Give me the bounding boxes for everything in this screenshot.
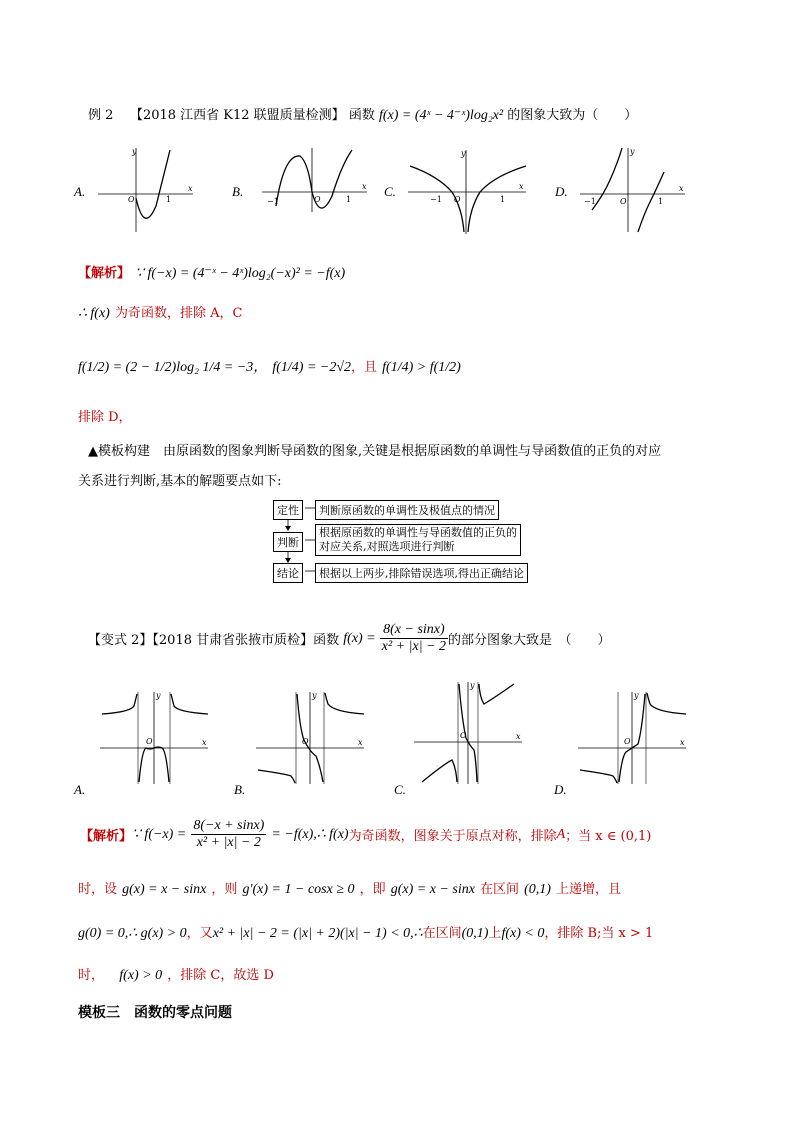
- graph-c-one: 1: [500, 195, 506, 204]
- graph2-b-x: x: [358, 738, 363, 747]
- solution2-l2-a: 时，设: [78, 882, 118, 897]
- graph-d-neg-one: −1: [584, 197, 596, 206]
- section-title: 模板三 函数的零点问题: [78, 1005, 232, 1021]
- graph-a-o: O: [128, 195, 135, 204]
- solution1-math3a: f(1/2) = (2 − 1/2)log₂ 1/4 = −3，: [78, 360, 268, 375]
- graph2-d-y: y: [634, 691, 639, 700]
- solution2-l1-lhs: ∵ f(−x) =: [132, 827, 187, 842]
- solution1-line2: [78, 302, 242, 322]
- solution2-l2-c: ，则: [211, 882, 238, 897]
- example2-heading: [88, 104, 637, 124]
- flow-step-3-desc: 根据以上两步,排除错误选项,得出正确结论: [315, 563, 528, 583]
- graph-c: [408, 146, 528, 236]
- graph2-c-x: x: [516, 732, 521, 741]
- graph2-a-y: y: [156, 691, 161, 700]
- variant-text-before: 函数: [313, 633, 340, 648]
- graph-d-x: x: [679, 184, 684, 193]
- graph-a-one: 1: [166, 195, 172, 204]
- graph-a-y: y: [132, 147, 137, 156]
- graph-a: [98, 144, 198, 232]
- option2-c-label: C.: [394, 782, 406, 797]
- graph-d-one: 1: [658, 197, 664, 206]
- option2-b-label: B.: [234, 782, 246, 797]
- solution2-l3-b: ，又: [186, 926, 213, 941]
- graph2-d-o: O: [624, 737, 631, 746]
- solution2-line3: [78, 922, 653, 942]
- variant2-heading: [88, 622, 611, 655]
- example-source: 【2018 江西省 K12 联盟质量检测】: [129, 108, 345, 123]
- variant-formula-den: x² + |x| − 2: [381, 639, 447, 654]
- solution1-line4: 排除 D，: [78, 410, 132, 425]
- flow-step-3-name: 结论: [273, 563, 303, 583]
- solution2-l3-e: (0,1): [461, 926, 489, 941]
- variant-formula-frac: [380, 622, 448, 655]
- graph-b-x: x: [362, 182, 367, 191]
- graph-c-x: x: [519, 182, 524, 191]
- solution2-l2-e: ，即: [359, 882, 386, 897]
- graph-c-o: O: [454, 195, 461, 204]
- solution2-l1-num: 8(−x + sinx): [193, 818, 265, 833]
- solution2-tag: 【解析】: [80, 829, 133, 844]
- flow-step-1-desc: 判断原函数的单调性及极值点的情况: [315, 500, 499, 520]
- graph-d-y: y: [630, 147, 635, 156]
- graph-b: [262, 144, 372, 214]
- example-text-before: 函数: [348, 108, 375, 123]
- solution2-l3-d: 在区间: [422, 926, 462, 941]
- graph-a-x: x: [188, 184, 193, 193]
- template-para1: ▲模板构建 由原函数的图象判断导函数的图象,关键是根据原函数的单调性与导函数值的正负的对应: [88, 444, 662, 459]
- graph2-a-o: O: [146, 737, 153, 746]
- graph2-b-y: y: [312, 691, 317, 700]
- option-d-label: D.: [555, 184, 568, 199]
- solution2-l4-b: f(x) > 0: [119, 968, 163, 983]
- solution2-l3-i: 当 x > 1: [601, 926, 654, 941]
- variant-formula-lhs: f(x) =: [343, 630, 376, 646]
- variant-source: 【变式 2】【2018 甘肃省张掖市质检】: [88, 633, 314, 648]
- solution2-l2-g: 在区间: [480, 882, 520, 897]
- solution2-l1-den: x² + |x| − 2: [196, 835, 261, 850]
- example-label: 例 2: [88, 108, 114, 123]
- flow-step-2-desc-1: 根据原函数的单调性与导函数值的正负的: [319, 526, 517, 539]
- solution2-l3-g: f(x) < 0: [501, 926, 545, 941]
- graph2-d-x: x: [680, 738, 685, 747]
- option-c-label: C.: [384, 184, 396, 199]
- solution2-l2-f: g(x) = x − sinx: [390, 882, 475, 897]
- solution2-line4: [78, 964, 274, 984]
- graph-b-neg-one: −1: [267, 197, 279, 206]
- solution1-math1: ∵ f(−x) = (4⁻ˣ − 4ˣ)log₂(−x)² = −f(x): [135, 266, 346, 281]
- graph2-b-o: O: [302, 737, 309, 746]
- graph-c-neg-one: −1: [430, 195, 442, 204]
- flow-step-1-name: 定性: [273, 500, 303, 520]
- graph2-a: [100, 690, 210, 785]
- solution2-l1-frac: [191, 818, 266, 851]
- graph2-c: [414, 680, 524, 785]
- graph2-d: [578, 690, 688, 785]
- solution2-l1-end: ；当 x ∈ (0,1): [565, 829, 652, 844]
- option-a-label: A.: [74, 184, 86, 199]
- solution2-l1-rhs: = −f(x),∴ f(x): [271, 827, 349, 842]
- example-text-after: 的图象大致为（ ）: [507, 108, 638, 123]
- template-para2: 关系进行判断,基本的解题要点如下:: [78, 474, 282, 489]
- solution1-math3b: f(1/4) = −2√2: [272, 360, 352, 375]
- solution1-math2: ∴ f(x): [78, 306, 110, 321]
- graph-b-one: 1: [346, 195, 352, 204]
- variant-text-after: 的部分图象大致是 （ ）: [448, 633, 611, 648]
- solution2-l4-c: ，排除 C，故选 D: [167, 968, 274, 983]
- solution2-l4-a: 时，: [78, 968, 105, 983]
- graph-b-o: O: [314, 195, 321, 204]
- solution2-l1-red: 为奇函数，图象关于原点对称，排除: [348, 829, 557, 844]
- option-b-label: B.: [232, 184, 244, 199]
- option2-d-label: D.: [554, 782, 567, 797]
- solution2-l1-A: A: [556, 826, 566, 842]
- graph-c-y: y: [461, 149, 466, 158]
- flow-step-2-desc: [315, 524, 521, 556]
- solution2-l3-a: g(0) = 0,∴ g(x) > 0: [78, 926, 187, 941]
- solution2-l2-i: 上递增，且: [556, 882, 622, 897]
- variant-formula-num: 8(x − sinx): [380, 622, 448, 639]
- graph2-b: [256, 690, 366, 785]
- solution2-l2-b: g(x) = x − sinx: [122, 882, 207, 897]
- solution1-line1: [78, 262, 345, 282]
- solution2-l3-h: ，排除 B;: [544, 926, 602, 941]
- solution1-text2: 为奇函数，排除 A，C: [114, 306, 243, 321]
- solution2-l3-c: x² + |x| − 2 = (|x| + 2)(|x| − 1) < 0,∴: [212, 926, 423, 941]
- solution2-l3-f: 上: [488, 926, 502, 941]
- option2-a-label: A.: [74, 782, 86, 797]
- solution-tag: 【解析】: [78, 266, 131, 281]
- graph-d-o: O: [620, 197, 627, 206]
- solution1-math3d: f(1/4) > f(1/2): [382, 360, 461, 375]
- flow-step-2-desc-2: 对应关系,对照选项进行判断: [319, 540, 455, 553]
- solution1-text3c: ，且: [351, 360, 378, 375]
- graph-d: [580, 144, 690, 234]
- flowchart: [271, 500, 561, 580]
- graph2-c-y: y: [470, 681, 475, 690]
- solution2-l2-d: g'(x) = 1 − cosx ≥ 0: [242, 882, 355, 897]
- solution1-line3: [78, 356, 461, 376]
- example-formula: f(x) = (4ˣ − 4⁻ˣ)log₂x²: [378, 108, 504, 123]
- flow-step-2-name: 判断: [273, 532, 303, 552]
- solution2-line1: [80, 818, 651, 851]
- graph2-a-x: x: [202, 738, 207, 747]
- solution2-l2-h: (0,1): [524, 882, 551, 897]
- graph2-c-o: O: [460, 731, 467, 740]
- solution2-line2: [78, 878, 621, 898]
